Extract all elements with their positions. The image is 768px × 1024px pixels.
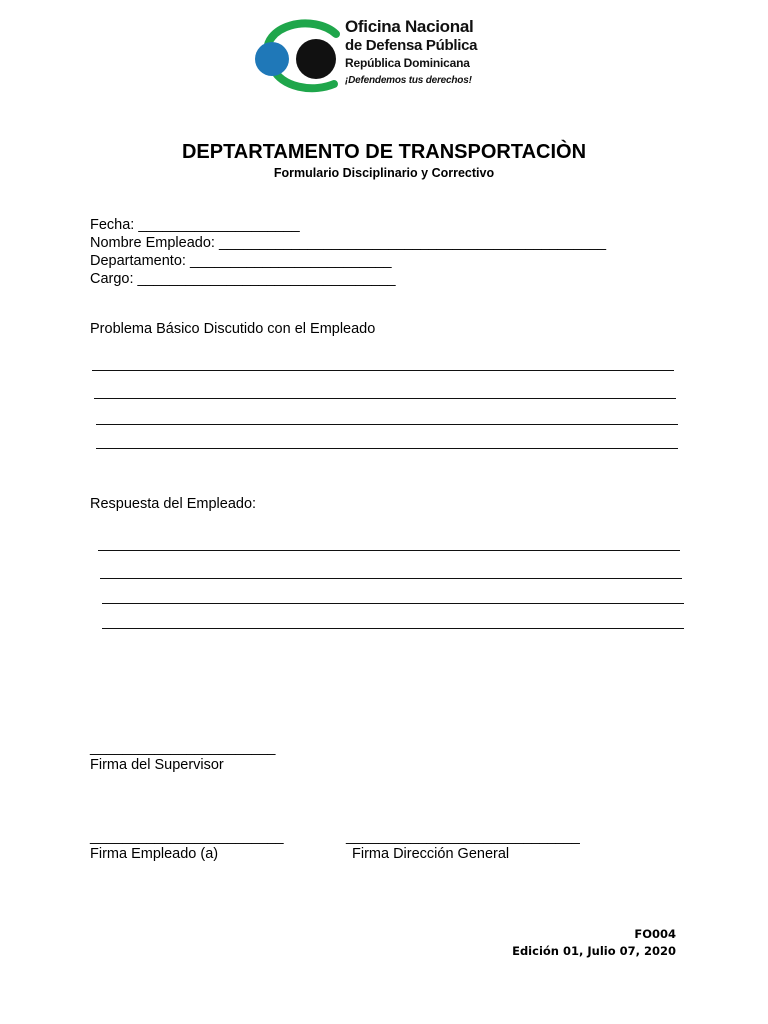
field-departamento[interactable]: Departamento: _________________________: [90, 253, 392, 269]
problema-line-4[interactable]: [96, 448, 678, 449]
problema-line-3[interactable]: [96, 424, 678, 425]
problema-line-2[interactable]: [94, 398, 676, 399]
org-name-block: [345, 18, 477, 86]
org-name-line2: de Defensa Pública: [345, 37, 478, 54]
employee-signature-line[interactable]: ________________________: [90, 829, 284, 845]
document-title: DEPTARTAMENTO DE TRANSPORTACIÒN: [181, 141, 587, 163]
field-nombre-empleado[interactable]: Nombre Empleado: ________________________________________________: [90, 235, 607, 251]
employee-signature-label: Firma Empleado (a): [90, 846, 219, 862]
direction-signature-label: Firma Dirección General: [352, 846, 510, 862]
field-cargo[interactable]: Cargo: ________________________________: [90, 271, 396, 287]
section-problema-heading: Problema Básico Discutido con el Empleado: [90, 321, 376, 337]
supervisor-signature-line[interactable]: _______________________: [90, 740, 276, 756]
respuesta-line-4[interactable]: [102, 628, 684, 629]
org-name-line1: Oficina Nacional: [345, 17, 474, 36]
org-slogan: ¡Defendemos tus derechos!: [345, 75, 472, 86]
form-code: FO004: [634, 927, 676, 941]
supervisor-signature-label: Firma del Supervisor: [90, 757, 224, 773]
logo-black-circle: [296, 39, 336, 79]
org-country: República Dominicana: [345, 56, 470, 70]
direction-signature-line[interactable]: _____________________________: [346, 829, 580, 845]
form-edition: Edición 01, Julio 07, 2020: [512, 944, 676, 958]
respuesta-line-1[interactable]: [98, 550, 680, 551]
respuesta-line-3[interactable]: [102, 603, 684, 604]
logo-blue-circle: [255, 42, 289, 76]
problema-line-1[interactable]: [92, 370, 674, 371]
section-respuesta-heading: Respuesta del Empleado:: [90, 496, 257, 512]
document-subtitle: Formulario Disciplinario y Correctivo: [273, 166, 495, 180]
respuesta-line-2[interactable]: [100, 578, 682, 579]
field-fecha[interactable]: Fecha: ____________________: [90, 217, 300, 233]
